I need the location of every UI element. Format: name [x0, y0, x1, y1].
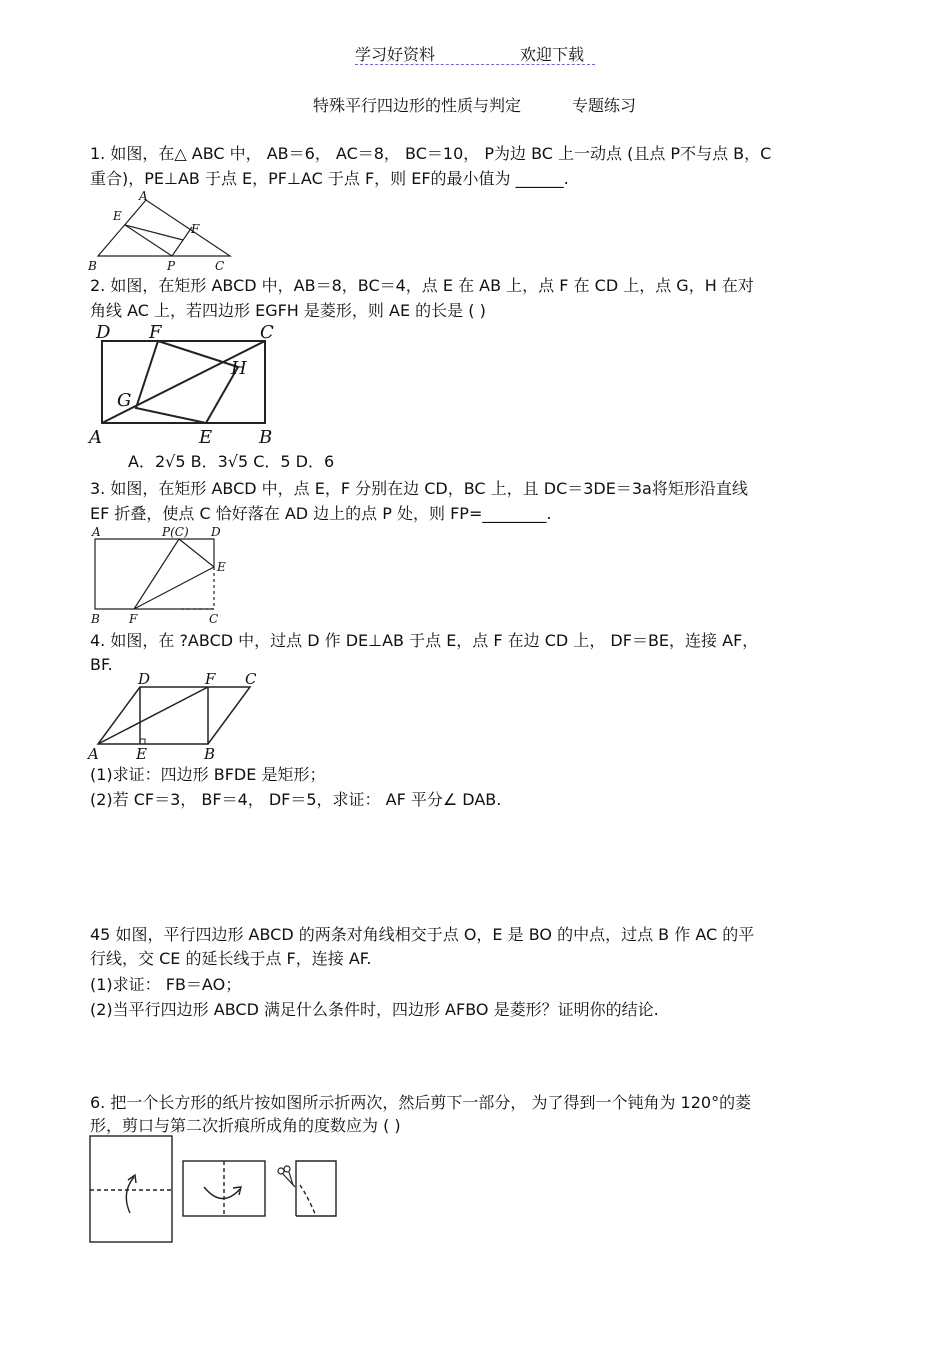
q3-label-f: F	[129, 612, 138, 626]
page-subtitle: 专题练习	[572, 96, 637, 115]
q1-label-b: B	[88, 259, 97, 273]
q2-label-b: B	[259, 427, 273, 448]
q4-parallelogram-figure	[88, 668, 268, 763]
q2-text-line2: 角线 AC 上，若四边形 EGFH 是菱形，则 AE 的长是 ( )	[90, 301, 486, 320]
q3-label-c: C	[209, 612, 219, 626]
q3-label-e: E	[217, 560, 226, 574]
q3-label-b: B	[91, 612, 100, 626]
q5-text-line2: 行线，交 CE 的延长线于点 F，连接 AF.	[90, 949, 372, 968]
q2-label-e: E	[199, 427, 213, 448]
q1-triangle-figure	[88, 189, 238, 274]
q4-part1: (1)求证：四边形 BFDE 是矩形；	[90, 765, 326, 784]
q2-label-f: F	[149, 322, 162, 343]
q2-label-h: H	[231, 358, 247, 379]
q6-folding-figure	[88, 1133, 343, 1248]
q4-label-f: F	[205, 670, 216, 688]
q4-label-c: C	[245, 670, 257, 688]
q2-rectangle-figure	[88, 320, 288, 448]
q4-label-b: B	[204, 745, 216, 763]
q5-part2: (2)当平行四边形 ABCD 满足什么条件时，四边形 AFBO 是菱形？证明你的结论.	[90, 1000, 659, 1019]
q6-text-line2: 形，剪口与第二次折痕所成角的度数应为 ( )	[90, 1116, 401, 1135]
q1-label-p: P	[167, 259, 176, 273]
q3-text-line1: 3. 如图，在矩形 ABCD 中，点 E，F 分别在边 CD，BC 上，且 DC＝3DE＝3a将矩形沿直线	[90, 479, 748, 498]
q3-label-d: D	[211, 525, 221, 539]
q1-label-f: F	[191, 222, 200, 236]
scissors-icon	[278, 1166, 295, 1187]
q1-text-line1: 1. 如图，在△ ABC 中， AB＝6， AC＝8， BC＝10， P为边 BC 上一动点 (且点 P不与点 B，C	[90, 144, 772, 163]
q3-label-pc: P(C)	[162, 525, 189, 539]
q3-fold-figure	[88, 522, 238, 627]
q5-part1: (1)求证： FB＝AO；	[90, 975, 242, 994]
q1-label-a: A	[139, 189, 148, 203]
header-divider	[355, 64, 595, 65]
page-title: 特殊平行四边形的性质与判定	[313, 96, 522, 115]
q4-label-e: E	[136, 745, 147, 763]
q4-part2: (2)若 CF＝3， BF＝4， DF＝5，求证： AF 平分∠ DAB.	[90, 790, 502, 809]
q3-text-line2: EF 折叠，使点 C 恰好落在 AD 边上的点 P 处，则 FP=________.	[90, 504, 552, 523]
header-left: 学习好资料	[355, 45, 436, 64]
q2-label-c: C	[260, 322, 274, 343]
q4-text-line2: BF.	[90, 655, 113, 674]
q2-label-g: G	[117, 390, 132, 411]
q2-text-line1: 2. 如图，在矩形 ABCD 中，AB＝8，BC＝4，点 E 在 AB 上，点 F 在 CD 上，点 G，H 在对	[90, 276, 754, 295]
q5-text-line1: 45 如图，平行四边形 ABCD 的两条对角线相交于点 O，E 是 BO 的中点，过点 B 作 AC 的平	[90, 925, 755, 944]
q1-label-c: C	[215, 259, 225, 273]
q1-label-e: E	[113, 209, 122, 223]
q2-label-a: A	[89, 427, 102, 448]
q1-text-line2: 重合)，PE⊥AB 于点 E，PF⊥AC 于点 F，则 EF的最小值为 ______.	[90, 169, 569, 188]
q3-label-a: A	[92, 525, 101, 539]
q6-text-line1: 6. 把一个长方形的纸片按如图所示折两次，然后剪下一部分， 为了得到一个钝角为 120°的菱	[90, 1093, 752, 1112]
q2-label-d: D	[96, 322, 111, 343]
q4-label-d: D	[138, 670, 151, 688]
header-right: 欢迎下载	[520, 45, 585, 64]
q4-label-a: A	[88, 745, 99, 763]
q2-options: A．2√5 B．3√5 C．5 D．6	[128, 452, 335, 471]
q4-text-line1: 4. 如图，在 ?ABCD 中，过点 D 作 DE⊥AB 于点 E，点 F 在边 CD 上， DF＝BE，连接 AF，	[90, 631, 759, 650]
